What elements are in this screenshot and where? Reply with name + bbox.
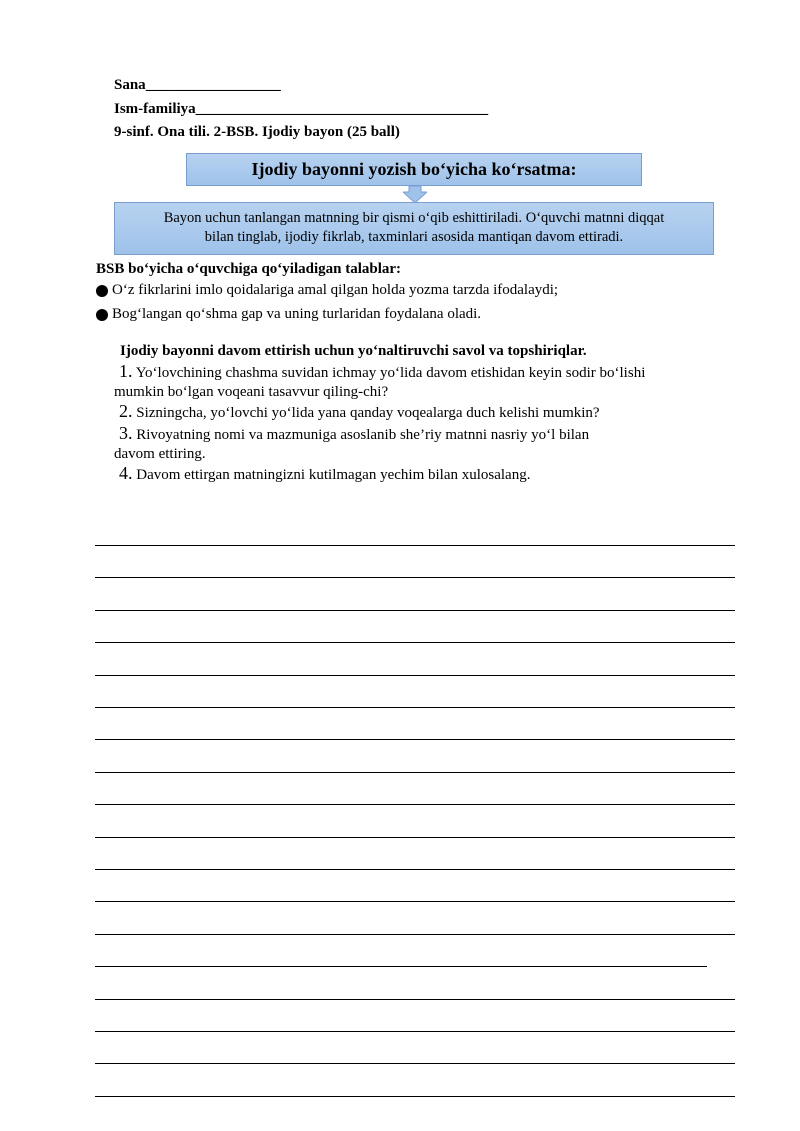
requirement-text: O‘z fikrlarini imlo qoidalariga amal qilgan holda yozma tarzda ifodalaydi; xyxy=(112,282,559,298)
date-field xyxy=(114,76,281,94)
writing-line[interactable] xyxy=(95,675,735,676)
writing-line[interactable] xyxy=(95,837,735,838)
instruction-text-line1: Bayon uchun tanlangan matnning bir qismi o‘qib eshittiriladi. O‘quvchi matnni diqqat xyxy=(163,210,665,226)
question-item xyxy=(114,464,714,485)
writing-line[interactable] xyxy=(95,901,735,902)
question-text: Davom ettirgan matningizni kutilmagan yechim bilan xulosalang. xyxy=(136,467,531,483)
name-label: Ism-familiya xyxy=(114,101,196,117)
writing-line[interactable] xyxy=(95,966,707,967)
writing-line[interactable] xyxy=(95,869,735,870)
question-text-cont: mumkin bo‘lgan voqeani tasavvur qiling-chi? xyxy=(114,384,389,400)
writing-line[interactable] xyxy=(95,577,735,578)
bullet-icon xyxy=(96,309,108,321)
question-item xyxy=(114,362,714,402)
requirement-text: Bog‘langan qo‘shma gap va uning turlaridan foydalana oladi. xyxy=(112,306,482,322)
name-blank[interactable]: _______________________________________ xyxy=(195,101,489,117)
requirements-title: BSB bo‘yicha o‘quvchiga qo‘yiladigan talablar: xyxy=(96,261,402,277)
requirement-item xyxy=(96,306,481,323)
question-item xyxy=(114,402,714,423)
writing-line[interactable] xyxy=(95,772,735,773)
question-item xyxy=(114,424,714,464)
instruction-title: Ijodiy bayonni yozish bo‘yicha ko‘rsatma: xyxy=(251,159,577,179)
writing-line[interactable] xyxy=(95,707,735,708)
writing-line[interactable] xyxy=(95,1031,735,1032)
writing-line[interactable] xyxy=(95,999,735,1000)
question-text: Sizningcha, yo‘lovchi yo‘lida yana qanday voqealarga duch kelishi mumkin? xyxy=(136,405,600,421)
writing-line[interactable] xyxy=(95,642,735,643)
date-blank[interactable]: __________________ xyxy=(145,77,281,93)
instruction-text-line2: bilan tinglab, ijodiy fikrlab, taxminlari asosida mantiqan davom ettiradi. xyxy=(204,229,624,245)
instruction-text-box xyxy=(114,202,714,255)
date-label: Sana xyxy=(114,77,146,93)
writing-line[interactable] xyxy=(95,739,735,740)
writing-line[interactable] xyxy=(95,610,735,611)
question-number: 2. xyxy=(119,401,133,421)
requirement-item xyxy=(96,282,558,299)
question-number: 3. xyxy=(119,423,133,443)
bullet-icon xyxy=(96,285,108,297)
name-field xyxy=(114,100,488,118)
worksheet-subtitle: 9-sinf. Ona tili. 2-BSB. Ijodiy bayon (25 ball) xyxy=(114,124,400,140)
questions-title: Ijodiy bayonni davom ettirish uchun yo‘naltiruvchi savol va topshiriqlar. xyxy=(120,343,587,359)
instruction-title-box xyxy=(186,153,642,186)
question-text: Rivoyatning nomi va mazmuniga asoslanib she’riy matnni nasriy yo‘l bilan xyxy=(136,427,590,443)
writing-line[interactable] xyxy=(95,545,735,546)
question-text: Yo‘lovchining chashma suvidan ichmay yo‘lida davom etishidan keyin sodir bo‘lishi xyxy=(135,365,646,381)
writing-line[interactable] xyxy=(95,1063,735,1064)
question-text-cont: davom ettiring. xyxy=(114,446,206,462)
writing-line[interactable] xyxy=(95,934,735,935)
question-number: 1. xyxy=(119,361,133,381)
question-number: 4. xyxy=(119,463,133,483)
writing-line[interactable] xyxy=(95,804,735,805)
writing-line[interactable] xyxy=(95,1096,735,1097)
